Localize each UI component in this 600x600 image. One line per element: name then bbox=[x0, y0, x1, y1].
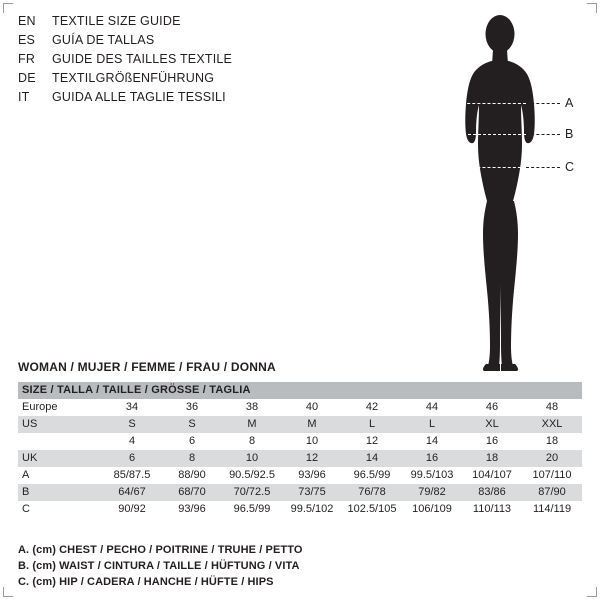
cell: 68/70 bbox=[162, 484, 222, 501]
cell: 12 bbox=[342, 433, 402, 450]
cell: 36 bbox=[162, 399, 222, 416]
cell: 85/87.5 bbox=[102, 467, 162, 484]
measure-line-c-inner bbox=[452, 167, 526, 168]
cell: 18 bbox=[462, 450, 522, 467]
cell: 107/110 bbox=[522, 467, 582, 484]
language-code: DE bbox=[18, 71, 36, 85]
table-header-row bbox=[18, 382, 582, 399]
corner-mark-top-left bbox=[3, 3, 13, 13]
cell: M bbox=[282, 416, 342, 433]
cell: 14 bbox=[402, 433, 462, 450]
language-code: FR bbox=[18, 52, 36, 66]
female-body-silhouette-icon bbox=[420, 8, 580, 373]
size-table bbox=[18, 382, 582, 518]
cell: 38 bbox=[222, 399, 282, 416]
language-row bbox=[18, 52, 318, 71]
measure-line-a-inner bbox=[452, 103, 526, 104]
cell: XL bbox=[462, 416, 522, 433]
cell: 114/119 bbox=[522, 501, 582, 518]
cell: 8 bbox=[222, 433, 282, 450]
cell: 10 bbox=[282, 433, 342, 450]
cell: 96.5/99 bbox=[222, 501, 282, 518]
cell: 6 bbox=[162, 433, 222, 450]
cell: 42 bbox=[342, 399, 402, 416]
cell: 96.5/99 bbox=[342, 467, 402, 484]
table-row bbox=[18, 433, 582, 450]
cell: 104/107 bbox=[462, 467, 522, 484]
row-label: A bbox=[18, 467, 102, 484]
cell: 102.5/105 bbox=[342, 501, 402, 518]
cell: 76/78 bbox=[342, 484, 402, 501]
table-row bbox=[18, 484, 582, 501]
measure-line-c-outer bbox=[526, 167, 560, 168]
language-title: TEXTILGRÖßENFÜHRUNG bbox=[52, 71, 215, 85]
language-title-list bbox=[18, 14, 318, 109]
language-title: GUIDA ALLE TAGLIE TESSILI bbox=[52, 90, 226, 104]
cell: S bbox=[162, 416, 222, 433]
language-title: GUIDE DES TAILLES TEXTILE bbox=[52, 52, 233, 66]
row-label: UK bbox=[18, 450, 102, 467]
cell: 90/92 bbox=[102, 501, 162, 518]
cell: 44 bbox=[402, 399, 462, 416]
section-caption-woman: WOMAN / MUJER / FEMME / FRAU / DONNA bbox=[18, 360, 276, 374]
legend-item-c: C. (cm) HIP / CADERA / HANCHE / HÜFTE / HIPS bbox=[18, 576, 274, 588]
table-row bbox=[18, 467, 582, 484]
measure-label-b: B bbox=[565, 127, 574, 141]
cell: 88/90 bbox=[162, 467, 222, 484]
measure-line-a-outer bbox=[526, 103, 560, 104]
cell: 6 bbox=[102, 450, 162, 467]
row-label: Europe bbox=[18, 399, 102, 416]
cell: 64/67 bbox=[102, 484, 162, 501]
cell: 83/86 bbox=[462, 484, 522, 501]
cell: 20 bbox=[522, 450, 582, 467]
language-row bbox=[18, 71, 318, 90]
cell: 40 bbox=[282, 399, 342, 416]
cell: 93/96 bbox=[162, 501, 222, 518]
table-header-label: SIZE / TALLA / TAILLE / GRÖSSE / TAGLIA bbox=[18, 382, 582, 399]
cell: 18 bbox=[522, 433, 582, 450]
cell: 10 bbox=[222, 450, 282, 467]
cell: 48 bbox=[522, 399, 582, 416]
cell: XXL bbox=[522, 416, 582, 433]
cell: 12 bbox=[282, 450, 342, 467]
legend-item-b: B. (cm) WAIST / CINTURA / TAILLE / HÜFTUNG / VITA bbox=[18, 560, 300, 572]
measure-label-a: A bbox=[565, 96, 574, 110]
corner-mark-bottom-right bbox=[587, 587, 597, 597]
cell: 110/113 bbox=[462, 501, 522, 518]
cell: M bbox=[222, 416, 282, 433]
table-row bbox=[18, 501, 582, 518]
measure-line-b-inner bbox=[458, 134, 526, 135]
cell: 87/90 bbox=[522, 484, 582, 501]
language-code: ES bbox=[18, 33, 36, 47]
cell: 99.5/103 bbox=[402, 467, 462, 484]
cell: 73/75 bbox=[282, 484, 342, 501]
language-title: TEXTILE SIZE GUIDE bbox=[52, 14, 181, 28]
cell: 70/72.5 bbox=[222, 484, 282, 501]
cell: 99.5/102 bbox=[282, 501, 342, 518]
cell: 4 bbox=[102, 433, 162, 450]
cell: 16 bbox=[462, 433, 522, 450]
measurement-legend bbox=[18, 542, 438, 590]
measure-label-c: C bbox=[565, 160, 575, 174]
cell: 46 bbox=[462, 399, 522, 416]
row-label: US bbox=[18, 416, 102, 433]
cell: 93/96 bbox=[282, 467, 342, 484]
legend-item-a: A. (cm) CHEST / PECHO / POITRINE / TRUHE / PETTO bbox=[18, 544, 303, 556]
cell: 34 bbox=[102, 399, 162, 416]
cell: 106/109 bbox=[402, 501, 462, 518]
cell: 79/82 bbox=[402, 484, 462, 501]
cell: S bbox=[102, 416, 162, 433]
size-table-wrapper bbox=[18, 382, 582, 518]
language-code: EN bbox=[18, 14, 36, 28]
cell: 16 bbox=[402, 450, 462, 467]
table-row bbox=[18, 416, 582, 433]
corner-mark-bottom-left bbox=[3, 587, 13, 597]
language-row bbox=[18, 14, 318, 33]
cell: L bbox=[342, 416, 402, 433]
row-label: C bbox=[18, 501, 102, 518]
language-title: GUÍA DE TALLAS bbox=[52, 33, 155, 47]
language-code: IT bbox=[18, 90, 30, 104]
language-row bbox=[18, 90, 318, 109]
row-label: B bbox=[18, 484, 102, 501]
table-row bbox=[18, 399, 582, 416]
cell: 90.5/92.5 bbox=[222, 467, 282, 484]
body-figure-area bbox=[400, 8, 590, 373]
cell: 14 bbox=[342, 450, 402, 467]
cell: 8 bbox=[162, 450, 222, 467]
measure-line-b-outer bbox=[526, 134, 560, 135]
table-row bbox=[18, 450, 582, 467]
cell: L bbox=[402, 416, 462, 433]
language-row bbox=[18, 33, 318, 52]
row-label bbox=[18, 433, 102, 450]
